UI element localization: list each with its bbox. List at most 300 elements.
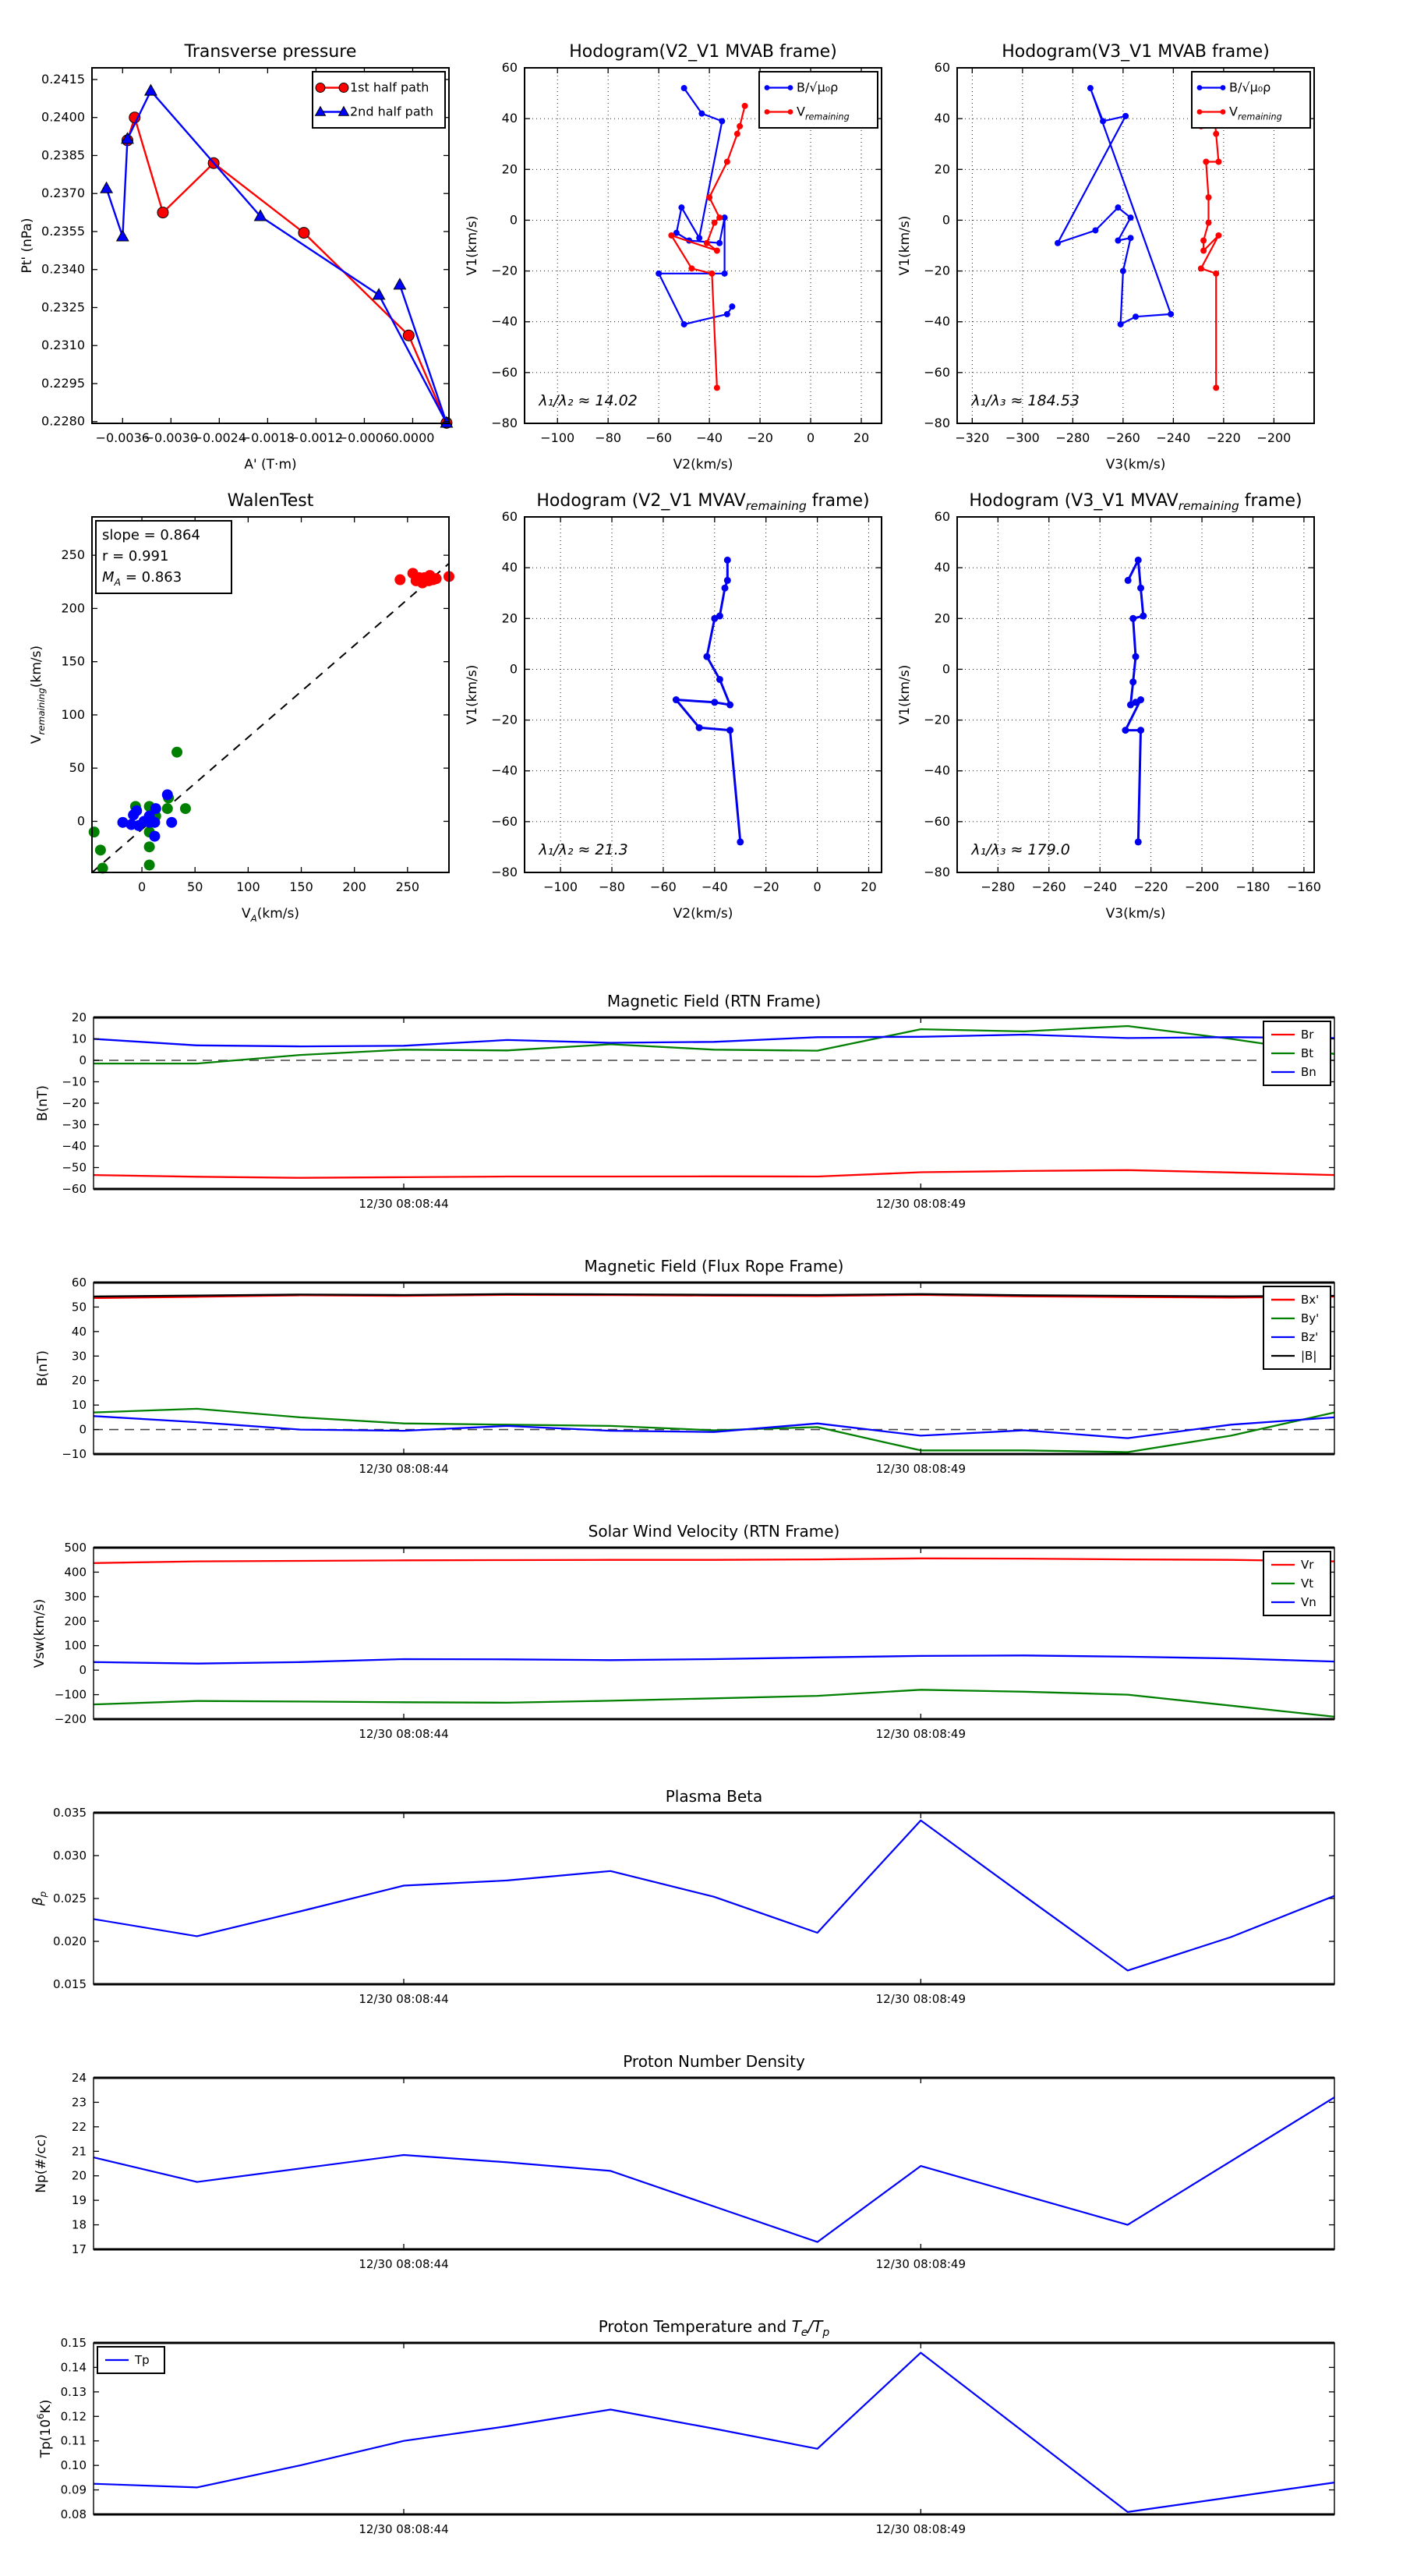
dot-marker xyxy=(1213,131,1219,137)
dot-marker xyxy=(678,204,684,211)
circle-marker xyxy=(403,330,414,341)
y-tick-label: 60 xyxy=(934,509,950,524)
circle-marker xyxy=(316,83,325,93)
y-tick-label: 100 xyxy=(64,1638,87,1653)
x-tick-label: 0 xyxy=(813,879,822,894)
dot-marker xyxy=(1120,268,1126,274)
y-tick-label: 0.2355 xyxy=(41,223,85,239)
y-tick-label: −60 xyxy=(924,813,950,829)
dot-marker xyxy=(162,789,173,800)
axis-title-x: $V_A(km/s)$ xyxy=(241,906,300,924)
dot-marker xyxy=(724,577,731,584)
y-tick-label: −200 xyxy=(54,1712,87,1726)
y-tick-label: 20 xyxy=(501,161,518,177)
x-tick-label: 12/30 08:08:49 xyxy=(875,1992,967,2006)
y-tick-label: −10 xyxy=(62,1447,87,1461)
x-tick-label: −0.0018 xyxy=(240,430,295,445)
y-tick-label: −80 xyxy=(491,865,518,879)
legend xyxy=(1192,72,1310,128)
chart-title: Hodogram (V2_V1 $MVAV_{remaining}$ frame) xyxy=(536,491,870,513)
dot-marker xyxy=(1168,311,1174,317)
legend-label: Vt xyxy=(1301,1576,1314,1591)
dot-marker xyxy=(712,220,718,226)
y-tick-label: 0.08 xyxy=(60,2507,87,2521)
axis-title-x: V2(km/s) xyxy=(673,457,733,472)
axis-title-y: $Tp(10^6K)$ xyxy=(35,2399,54,2458)
dot-marker xyxy=(1122,727,1129,734)
chart-walen xyxy=(29,491,454,924)
y-tick-label: 250 xyxy=(61,547,85,563)
dot-marker xyxy=(726,727,733,734)
legend xyxy=(97,2347,164,2373)
y-tick-label: 0.2415 xyxy=(41,71,85,87)
x-tick-label: 0.0000 xyxy=(391,430,435,445)
dot-marker xyxy=(724,557,731,564)
y-tick-label: 400 xyxy=(64,1565,87,1580)
y-tick-label: 60 xyxy=(71,1276,87,1290)
y-tick-label: 30 xyxy=(71,1349,87,1364)
dot-marker xyxy=(1092,227,1098,233)
y-tick-label: 100 xyxy=(61,706,85,722)
dot-marker xyxy=(1213,271,1219,277)
dot-marker xyxy=(765,85,770,90)
y-tick-label: 0.2385 xyxy=(41,147,85,163)
y-tick-label: 40 xyxy=(501,111,518,126)
legend xyxy=(1263,1021,1331,1085)
x-tick-label: −240 xyxy=(1083,879,1118,894)
dot-marker xyxy=(1197,109,1203,115)
y-tick-label: 17 xyxy=(71,2242,87,2256)
x-tick-label: −100 xyxy=(543,879,578,894)
y-tick-label: 0 xyxy=(79,1422,87,1437)
x-tick-label: −40 xyxy=(696,430,723,445)
dot-marker xyxy=(1115,204,1121,211)
x-tick-label: 20 xyxy=(861,879,877,894)
dot-marker xyxy=(696,724,703,731)
chart-title: Proton Temperature and $T_e/T_p$ xyxy=(598,2317,830,2339)
dot-marker xyxy=(724,159,730,165)
dot-marker xyxy=(1055,240,1061,246)
x-tick-label: 50 xyxy=(187,879,203,894)
stats-line: $M_A = 0.863$ xyxy=(102,569,182,588)
circle-marker xyxy=(299,228,309,239)
dot-marker xyxy=(149,831,160,842)
y-tick-label: 0.2370 xyxy=(41,186,85,201)
chart-title: Plasma Beta xyxy=(665,1787,763,1806)
y-tick-label: −80 xyxy=(924,416,950,430)
plot-area xyxy=(94,1548,1334,1719)
y-tick-label: 50 xyxy=(69,760,85,776)
x-tick-label: −220 xyxy=(1206,430,1241,445)
dot-marker xyxy=(1200,237,1207,243)
x-tick-label: −80 xyxy=(595,430,622,445)
dot-marker xyxy=(1215,232,1221,239)
legend-label: 2nd half path xyxy=(350,104,434,119)
x-tick-label: −60 xyxy=(645,430,673,445)
y-tick-label: 0 xyxy=(942,661,950,677)
y-tick-label: −40 xyxy=(491,313,518,329)
x-tick-label: −260 xyxy=(1031,879,1066,894)
dot-marker xyxy=(144,841,155,852)
y-tick-label: 0.15 xyxy=(60,2336,87,2350)
chart-title: Proton Number Density xyxy=(623,2052,805,2071)
chart-title: Transverse pressure xyxy=(184,42,357,62)
legend-label: By' xyxy=(1301,1311,1320,1325)
y-tick-label: 500 xyxy=(64,1541,87,1555)
y-tick-label: 60 xyxy=(501,509,518,524)
dot-marker xyxy=(788,109,793,115)
x-tick-label: 12/30 08:08:49 xyxy=(875,1197,967,1211)
y-tick-label: −10 xyxy=(62,1074,87,1089)
circle-marker xyxy=(339,83,348,93)
y-tick-label: 20 xyxy=(71,1010,87,1024)
legend-label: B/√μ₀ρ xyxy=(1229,80,1271,95)
y-tick-label: −60 xyxy=(491,364,518,380)
y-tick-label: −30 xyxy=(62,1117,87,1132)
axis-title-y: B(nT) xyxy=(35,1085,51,1122)
legend-label: Bt xyxy=(1301,1046,1314,1060)
dot-marker xyxy=(1198,265,1204,271)
dot-marker xyxy=(734,131,740,137)
y-tick-label: −20 xyxy=(491,263,518,278)
annotation: λ₁/λ₃ ≈ 184.53 xyxy=(971,392,1080,410)
circle-marker xyxy=(157,207,168,218)
axis-title-y: $\beta_p$ xyxy=(30,1891,48,1906)
chart-ts2 xyxy=(35,1257,1334,1476)
dot-marker xyxy=(719,118,725,124)
y-tick-label: 20 xyxy=(71,2168,87,2183)
y-tick-label: 20 xyxy=(501,610,518,626)
dot-marker xyxy=(737,123,743,129)
dot-marker xyxy=(714,248,720,254)
dot-marker xyxy=(1206,194,1212,200)
dot-marker xyxy=(711,699,718,706)
y-tick-label: −40 xyxy=(62,1139,87,1153)
annotation: λ₁/λ₂ ≈ 14.02 xyxy=(539,392,638,410)
y-tick-label: 22 xyxy=(71,2119,87,2134)
x-tick-label: 12/30 08:08:44 xyxy=(359,2257,449,2271)
dot-marker xyxy=(1115,237,1121,243)
legend-label: Tp xyxy=(135,2353,150,2367)
y-tick-label: 0 xyxy=(79,1053,87,1067)
legend-label: Vr xyxy=(1301,1558,1314,1572)
y-tick-label: −60 xyxy=(924,364,950,380)
dot-marker xyxy=(714,384,720,391)
dot-marker xyxy=(1137,585,1144,592)
legend xyxy=(1263,1286,1331,1369)
dot-marker xyxy=(1140,613,1147,620)
dot-marker xyxy=(716,676,723,683)
x-tick-label: −160 xyxy=(1286,879,1321,894)
dot-marker xyxy=(144,859,155,870)
y-tick-label: 24 xyxy=(71,2071,87,2085)
annotation: λ₁/λ₂ ≈ 21.3 xyxy=(539,841,628,859)
legend xyxy=(1263,1552,1331,1615)
annotation: λ₁/λ₃ ≈ 179.0 xyxy=(971,841,1070,859)
axis-title-y: V1(km/s) xyxy=(897,664,913,725)
dot-marker xyxy=(1213,384,1219,391)
x-tick-label: 12/30 08:08:44 xyxy=(359,1727,449,1741)
dot-marker xyxy=(1133,313,1139,320)
x-tick-label: 12/30 08:08:44 xyxy=(359,1992,449,2006)
dot-marker xyxy=(1129,615,1136,622)
x-tick-label: 12/30 08:08:44 xyxy=(359,2522,449,2536)
dot-marker xyxy=(716,214,723,221)
axis-title-y: Pt' (nPa) xyxy=(19,218,35,274)
axis-title-y: V1(km/s) xyxy=(465,664,480,725)
dot-marker xyxy=(722,585,729,592)
x-tick-label: −20 xyxy=(747,430,773,445)
dot-marker xyxy=(1137,727,1144,734)
y-tick-label: −60 xyxy=(62,1182,87,1196)
y-tick-label: −20 xyxy=(924,712,950,727)
dot-marker xyxy=(788,85,793,90)
chart-ts5 xyxy=(34,2052,1334,2271)
dot-marker xyxy=(722,271,728,277)
plot-area xyxy=(94,2078,1334,2249)
y-tick-label: 19 xyxy=(71,2193,87,2208)
y-tick-label: 10 xyxy=(71,1398,87,1413)
dot-marker xyxy=(1122,113,1129,119)
legend-label: $V_{remaining}$ xyxy=(797,104,850,122)
dot-marker xyxy=(1125,577,1132,584)
x-tick-label: 12/30 08:08:44 xyxy=(359,1197,449,1211)
dot-marker xyxy=(1137,696,1144,703)
x-tick-label: 12/30 08:08:49 xyxy=(875,1727,967,1741)
y-tick-label: 0.2400 xyxy=(41,109,85,125)
dot-marker xyxy=(128,809,139,820)
y-tick-label: 150 xyxy=(61,653,85,669)
dot-marker xyxy=(394,575,405,586)
y-tick-label: 20 xyxy=(934,161,950,177)
y-tick-label: 0 xyxy=(509,212,518,228)
y-tick-label: 50 xyxy=(71,1300,87,1315)
dot-marker xyxy=(1100,118,1106,124)
dot-marker xyxy=(162,803,173,814)
dot-marker xyxy=(737,838,744,845)
legend-label: |B| xyxy=(1301,1349,1317,1363)
chart-title: Solar Wind Velocity (RTN Frame) xyxy=(588,1522,840,1541)
y-tick-label: 23 xyxy=(71,2095,87,2110)
x-tick-label: −300 xyxy=(1005,430,1040,445)
legend xyxy=(313,72,445,128)
dot-marker xyxy=(656,271,662,277)
x-tick-label: −0.0030 xyxy=(143,430,199,445)
chart-hodo1 xyxy=(465,42,882,472)
chart-title: Magnetic Field (RTN Frame) xyxy=(606,992,822,1010)
x-tick-label: −0.0024 xyxy=(192,430,247,445)
x-tick-label: −20 xyxy=(752,879,779,894)
y-tick-label: −20 xyxy=(924,263,950,278)
x-tick-label: 150 xyxy=(289,879,313,894)
x-tick-label: 12/30 08:08:49 xyxy=(875,2257,967,2271)
x-tick-label: −320 xyxy=(955,430,990,445)
y-tick-label: 21 xyxy=(71,2144,87,2159)
dot-marker xyxy=(696,235,702,241)
x-tick-label: 12/30 08:08:49 xyxy=(875,2522,967,2536)
legend-label: Br xyxy=(1301,1028,1314,1042)
legend-label: Vn xyxy=(1301,1595,1316,1609)
axis-title-y: V1(km/s) xyxy=(465,215,480,276)
dot-marker xyxy=(1215,159,1221,165)
x-tick-label: 0 xyxy=(137,879,147,894)
dot-marker xyxy=(1128,235,1134,241)
y-tick-label: 40 xyxy=(934,111,950,126)
y-tick-label: −40 xyxy=(924,313,950,329)
x-tick-label: 0 xyxy=(806,430,815,445)
dot-marker xyxy=(150,803,161,814)
y-tick-label: 0 xyxy=(76,813,85,829)
chart-hodo2 xyxy=(897,42,1314,472)
dot-marker xyxy=(1128,214,1134,221)
dot-marker xyxy=(1197,85,1203,90)
y-tick-label: 0.11 xyxy=(60,2433,87,2448)
axis-title-x: A' (T·m) xyxy=(244,457,297,472)
dot-marker xyxy=(1203,159,1209,165)
y-tick-label: 0.020 xyxy=(53,1934,87,1948)
y-tick-label: −20 xyxy=(491,712,518,727)
x-tick-label: −0.0006 xyxy=(337,430,392,445)
x-tick-label: −200 xyxy=(1256,430,1292,445)
stats-line: slope = 0.864 xyxy=(102,527,200,543)
chart-title: Hodogram (V3_V1 $MVAV_{remaining}$ frame) xyxy=(969,491,1302,513)
x-tick-label: −180 xyxy=(1235,879,1270,894)
dot-marker xyxy=(716,240,723,246)
dot-marker xyxy=(703,653,710,660)
y-tick-label: 200 xyxy=(61,600,85,616)
y-tick-label: 300 xyxy=(64,1589,87,1604)
x-tick-label: 200 xyxy=(342,879,366,894)
y-tick-label: −80 xyxy=(491,416,518,430)
dot-marker xyxy=(1118,321,1124,327)
x-tick-label: 20 xyxy=(853,430,870,445)
dot-marker xyxy=(742,103,748,109)
x-tick-label: 100 xyxy=(236,879,260,894)
dot-marker xyxy=(1221,85,1226,90)
dot-marker xyxy=(1206,220,1212,226)
x-tick-label: 12/30 08:08:49 xyxy=(875,1462,967,1476)
y-tick-label: 20 xyxy=(934,610,950,626)
stats-line: r = 0.991 xyxy=(102,548,169,564)
plot-area xyxy=(94,1813,1334,1984)
dot-marker xyxy=(711,615,718,622)
y-tick-label: −100 xyxy=(54,1687,87,1702)
y-tick-label: 0.2340 xyxy=(41,261,85,277)
chart-title: Hodogram(V2_V1 MVAB frame) xyxy=(569,42,837,62)
legend-label: Bx' xyxy=(1301,1293,1320,1307)
dot-marker xyxy=(704,240,710,246)
chart-title: Magnetic Field (Flux Rope Frame) xyxy=(584,1257,844,1276)
x-tick-label: −260 xyxy=(1105,430,1140,445)
x-tick-label: −280 xyxy=(981,879,1016,894)
y-tick-label: 0 xyxy=(79,1663,87,1678)
x-tick-label: −220 xyxy=(1133,879,1168,894)
dot-marker xyxy=(1129,678,1136,685)
y-tick-label: 200 xyxy=(64,1614,87,1629)
y-tick-label: −20 xyxy=(62,1096,87,1110)
axis-title-y: V1(km/s) xyxy=(897,215,913,276)
dot-marker xyxy=(726,702,733,709)
y-tick-label: 60 xyxy=(501,60,518,75)
axis-title-y: Vsw(km/s) xyxy=(32,1598,48,1668)
dot-marker xyxy=(139,816,150,826)
dot-marker xyxy=(1087,85,1094,91)
x-tick-label: −100 xyxy=(540,430,575,445)
y-tick-label: 0.015 xyxy=(53,1977,87,1991)
x-tick-label: −0.0012 xyxy=(288,430,344,445)
y-tick-label: 0.14 xyxy=(60,2360,87,2375)
dot-marker xyxy=(681,85,687,91)
chart-ts4 xyxy=(30,1787,1334,2006)
y-tick-label: −60 xyxy=(491,813,518,829)
legend-label: B/√μ₀ρ xyxy=(797,80,839,95)
y-tick-label: 10 xyxy=(71,1031,87,1046)
y-tick-label: 60 xyxy=(934,60,950,75)
legend-label: $V_{remaining}$ xyxy=(1229,104,1282,122)
x-tick-label: 12/30 08:08:44 xyxy=(359,1462,449,1476)
dot-marker xyxy=(681,321,687,327)
dot-marker xyxy=(171,747,182,758)
plot-area xyxy=(525,517,882,872)
legend-label: Bz' xyxy=(1301,1330,1319,1344)
x-tick-label: 250 xyxy=(395,879,420,894)
chart-ts1 xyxy=(35,992,1334,1211)
y-tick-label: −50 xyxy=(62,1160,87,1175)
chart-title: Hodogram(V3_V1 MVAB frame) xyxy=(1002,42,1270,62)
y-tick-label: 40 xyxy=(501,560,518,575)
y-tick-label: 0 xyxy=(509,661,518,677)
dot-marker xyxy=(166,817,177,828)
axis-title-x: V3(km/s) xyxy=(1105,457,1166,472)
y-tick-label: 40 xyxy=(71,1324,87,1339)
x-tick-label: −60 xyxy=(650,879,677,894)
dot-marker xyxy=(89,826,100,837)
legend-label: Bn xyxy=(1301,1065,1316,1079)
dot-marker xyxy=(673,696,680,703)
x-tick-label: −40 xyxy=(701,879,728,894)
chart-hodo4 xyxy=(897,491,1321,922)
x-tick-label: −280 xyxy=(1055,430,1090,445)
dot-marker xyxy=(688,265,694,271)
dot-marker xyxy=(724,311,730,317)
dot-marker xyxy=(180,803,191,814)
dot-marker xyxy=(709,271,715,277)
legend xyxy=(759,72,878,128)
y-tick-label: 40 xyxy=(934,560,950,575)
dot-marker xyxy=(729,303,735,310)
y-tick-label: 0.13 xyxy=(60,2384,87,2399)
chart-ts6 xyxy=(35,2317,1334,2536)
y-tick-label: −40 xyxy=(924,763,950,778)
y-tick-label: 18 xyxy=(71,2217,87,2232)
x-tick-label: −80 xyxy=(599,879,625,894)
axis-title-x: V3(km/s) xyxy=(1105,906,1166,922)
dot-marker xyxy=(698,111,705,117)
axis-title-y: $V_{remaining}(km/s)$ xyxy=(29,645,47,745)
axis-title-y: B(nT) xyxy=(35,1350,51,1387)
y-tick-label: 0.2295 xyxy=(41,375,85,391)
axis-title-x: V2(km/s) xyxy=(673,906,733,922)
chart-hodo3 xyxy=(465,491,882,922)
dot-marker xyxy=(149,817,160,828)
axis-title-y: Np(#/cc) xyxy=(34,2134,49,2193)
dot-marker xyxy=(1133,653,1140,660)
plot-area xyxy=(94,1017,1334,1189)
y-tick-label: −40 xyxy=(491,763,518,778)
chart-ts3 xyxy=(32,1522,1334,1741)
dot-marker xyxy=(706,194,712,200)
y-tick-label: 0.025 xyxy=(53,1891,87,1905)
